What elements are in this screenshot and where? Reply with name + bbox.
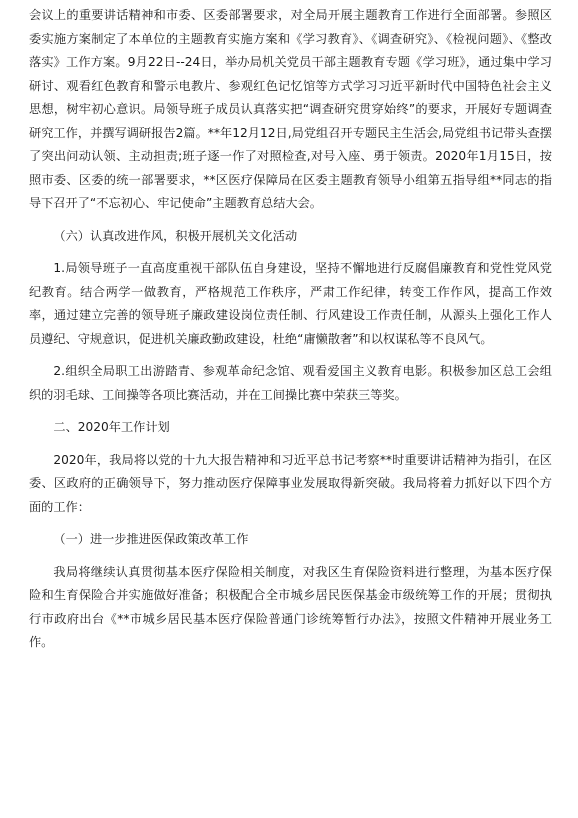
section-heading-work-style: （六）认真改进作风，积极开展机关文化活动	[53, 228, 298, 243]
section-heading-policy-reform: （一）进一步推进医保政策改革工作	[53, 532, 249, 546]
body-paragraph-leadership-building: 1.局领导班子一直高度重视干部队伍自身建设，坚持不懈地进行反腐倡廉教育和党性党风党纪教育。结合两学一做教育，严格规范工作秩序，严肃工作纪律，转变工作作风，提高工作效率，通过建立完善的领导班子廉政建设岗位责任制、行风建设工作责任制，从源头上强化工作人员遵纪、守规意识，促进机关廉政勤政建设，杜绝“庸懒散奢”和以权谋私等不良风气。	[29, 261, 552, 346]
section-heading-2020-plan: 二、2020年工作计划	[53, 420, 170, 434]
body-paragraph-staff-activities: 2.组织全局职工出游踏青、参观革命纪念馆、观看爱国主义教育电影。积极参加区总工会组织的羽毛球、工间操等各项比赛活动，并在工间操比赛中荣获三等奖。	[29, 364, 552, 402]
body-paragraph-insurance-policy: 我局将继续认真贯彻基本医疗保险相关制度，对我区生育保险资料进行整理，为基本医疗保险和生育保险合并实施做好准备；积极配合全市城乡居民医保基金市级统筹工作的开展；贯彻执行市政府出台《**市城乡居民基本医疗保险普通门诊统筹暂行办法》，按照文件精神开展业务工作。	[29, 564, 552, 649]
body-paragraph-theme-education: 会议上的重要讲话精神和市委、区委部署要求，对全局开展主题教育工作进行全面部署。参照区委实施方案制定了本单位的主题教育实施方案和《学习教育》、《调查研究》、《检视问题》、《整改落实》工作方案。9月22日--24日，举办局机关党员干部主题教育专题《学习班》，通过集中学习研讨、观看红色教育和警示电教片、参观红色记忆馆等方式学习习近平新时代中国特色社会主义思想，树牢初心意识。局领导班子成员认真落实把“调查研究贯穿始终”的要求，开展好专题调查研究工作，并撰写调研报告2篇。**年12月12日,局党组召开专题民主生活会,局党组书记带头查摆了突出问动认领、主动担责;班子逐一作了对照检查,对号入座、勇于领责。2020年1月15日，按照市委、区委的统一部署要求，**区医疗保障局在区委主题教育领导小组第五指导组**同志的指导下召开了“不忘初心、牢记使命”主题教育总结大会。	[29, 8, 552, 210]
body-paragraph-2020-overview: 2020年，我局将以党的十九大报告精神和习近平总书记考察**时重要讲话精神为指引，在区委、区政府的正确领导下，努力推动医疗保障事业发展取得新突破。我局将着力抓好以下四个方面的工作：	[29, 452, 552, 514]
